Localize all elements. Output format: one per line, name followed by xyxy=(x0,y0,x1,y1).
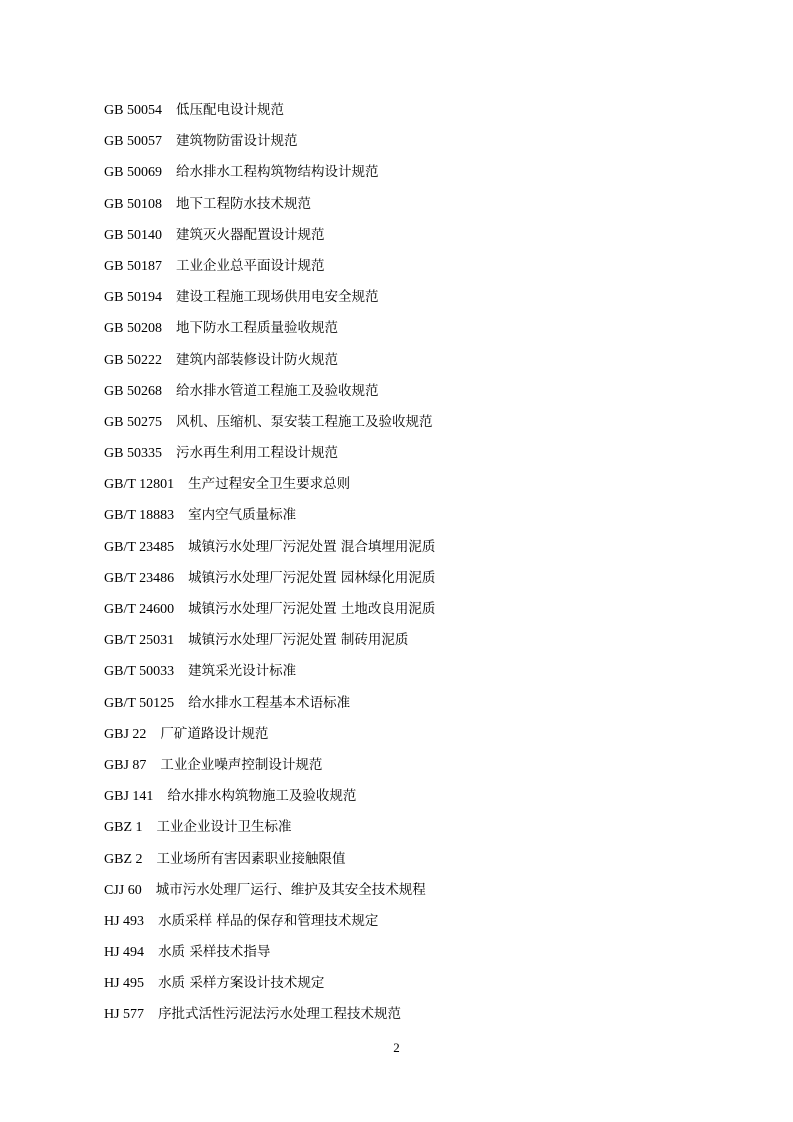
reference-title: 建设工程施工现场供用电安全规范 xyxy=(175,289,379,306)
reference-item xyxy=(104,909,724,940)
reference-code: GB/T 18883 xyxy=(104,508,175,524)
reference-title: 污水再生利用工程设计规范 xyxy=(175,445,338,462)
reference-item xyxy=(104,722,724,753)
reference-code: GB 50069 xyxy=(104,165,162,181)
reference-title: 室内空气质量标准 xyxy=(188,507,297,524)
reference-code: GB/T 23485 xyxy=(104,539,175,555)
reference-title: 建筑内部装修设计防火规范 xyxy=(175,351,338,368)
reference-item xyxy=(104,129,724,160)
reference-title: 建筑采光设计标准 xyxy=(188,663,297,680)
reference-code: GB/T 25031 xyxy=(104,633,175,649)
reference-code: GBJ 87 xyxy=(104,757,147,773)
reference-code: GB 50054 xyxy=(104,103,162,118)
reference-item xyxy=(104,98,724,129)
reference-title: 地下工程防水技术规范 xyxy=(175,195,311,212)
reference-title: 城镇污水处理厂污泥处置 制砖用泥质 xyxy=(188,632,409,649)
reference-item xyxy=(104,535,724,566)
reference-item xyxy=(104,348,724,379)
reference-code: GB 50140 xyxy=(104,227,162,243)
reference-item xyxy=(104,223,724,254)
reference-title: 给水排水管道工程施工及验收规范 xyxy=(175,382,379,399)
reference-code: GB/T 12801 xyxy=(104,477,175,493)
reference-code: GBJ 22 xyxy=(104,726,147,742)
reference-title: 城市污水处理厂运行、维护及其安全技术规程 xyxy=(155,881,426,898)
reference-item xyxy=(104,472,724,503)
reference-item xyxy=(104,878,724,909)
reference-item xyxy=(104,160,724,191)
reference-code: HJ 577 xyxy=(104,1007,145,1023)
reference-title: 工业企业设计卫生标准 xyxy=(156,819,292,836)
reference-item xyxy=(104,659,724,690)
reference-title: 建筑灭火器配置设计规范 xyxy=(175,226,325,243)
reference-title: 序批式活性污泥法污水处理工程技术规范 xyxy=(158,1006,402,1023)
reference-item xyxy=(104,784,724,815)
reference-code: CJJ 60 xyxy=(104,882,142,898)
reference-code: GB 50335 xyxy=(104,446,162,462)
reference-title: 地下防水工程质量验收规范 xyxy=(175,320,338,337)
reference-code: HJ 495 xyxy=(104,976,145,992)
reference-code: GB/T 50125 xyxy=(104,695,175,711)
page-number: 2 xyxy=(393,1040,400,1055)
reference-item xyxy=(104,628,724,659)
reference-code: GBZ 2 xyxy=(104,851,143,867)
reference-title: 低压配电设计规范 xyxy=(175,102,284,118)
reference-item xyxy=(104,441,724,472)
reference-item xyxy=(104,566,724,597)
reference-code: GB 50057 xyxy=(104,134,162,150)
reference-code: GB 50268 xyxy=(104,383,162,399)
reference-code: GB 50222 xyxy=(104,352,162,368)
reference-item xyxy=(104,503,724,534)
reference-code: GB/T 24600 xyxy=(104,602,175,617)
reference-code: GB 50194 xyxy=(104,290,162,306)
reference-item xyxy=(104,410,724,441)
reference-item xyxy=(104,285,724,316)
reference-code: GBZ 1 xyxy=(104,820,143,836)
reference-title: 水质采样 样品的保存和管理技术规定 xyxy=(158,912,379,929)
reference-title: 厂矿道路设计规范 xyxy=(160,725,269,742)
reference-title: 工业企业噪声控制设计规范 xyxy=(160,756,323,773)
reference-code: GB 50187 xyxy=(104,258,162,274)
reference-item xyxy=(104,940,724,971)
reference-item xyxy=(104,815,724,846)
reference-item xyxy=(104,971,724,1002)
reference-title: 水质 采样方案设计技术规定 xyxy=(158,975,325,992)
reference-code: GB 50108 xyxy=(104,196,162,212)
reference-code: GB 50275 xyxy=(104,414,162,430)
reference-code: HJ 493 xyxy=(104,913,145,929)
reference-title: 给水排水工程构筑物结构设计规范 xyxy=(175,164,379,181)
reference-code: HJ 494 xyxy=(104,945,145,961)
reference-item xyxy=(104,379,724,410)
reference-item xyxy=(104,316,724,347)
reference-item xyxy=(104,192,724,223)
reference-title: 工业企业总平面设计规范 xyxy=(175,257,325,274)
reference-code: GB/T 50033 xyxy=(104,664,175,680)
normative-reference-list xyxy=(104,98,724,1034)
reference-item xyxy=(104,1002,724,1033)
reference-code: GBJ 141 xyxy=(104,789,154,805)
reference-item xyxy=(104,847,724,878)
reference-title: 给水排水工程基本术语标准 xyxy=(188,694,351,711)
reference-title: 风机、压缩机、泵安装工程施工及验收规范 xyxy=(175,413,433,430)
reference-title: 城镇污水处理厂污泥处置 园林绿化用泥质 xyxy=(188,569,436,586)
reference-title: 工业场所有害因素职业接触限值 xyxy=(156,850,346,867)
reference-title: 城镇污水处理厂污泥处置 土地改良用泥质 xyxy=(188,601,436,617)
reference-title: 水质 采样技术指导 xyxy=(158,944,271,961)
reference-item xyxy=(104,691,724,722)
reference-code: GB 50208 xyxy=(104,321,162,337)
reference-title: 城镇污水处理厂污泥处置 混合填埋用泥质 xyxy=(188,538,436,555)
reference-title: 生产过程安全卫生要求总则 xyxy=(188,476,351,493)
reference-title: 给水排水构筑物施工及验收规范 xyxy=(167,788,357,805)
reference-code: GB/T 23486 xyxy=(104,570,175,586)
reference-item xyxy=(104,597,724,628)
reference-title: 建筑物防雷设计规范 xyxy=(175,133,298,150)
reference-item xyxy=(104,254,724,285)
reference-item xyxy=(104,753,724,784)
